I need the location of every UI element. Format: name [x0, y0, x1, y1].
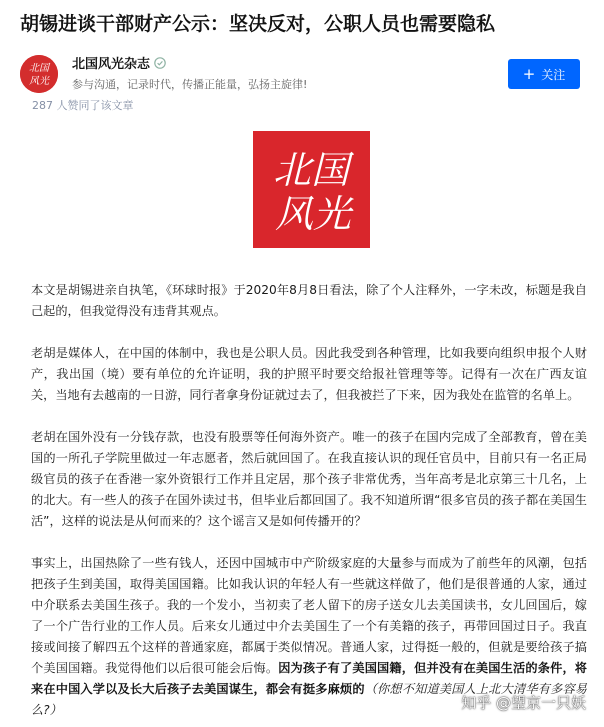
paragraph: 老胡是媒体人，在中国的体制中，我也是公职人员。因此我受到各种管理，比如我要向组织申报个人财产，我出国（境）要有单位的允许证明，我的护照平时要交给报社管理等等。记得有一次在广西友谊关，当地有去越南的一日游，同行者拿身份证就过去了，但我被拦了下来，因为我处在监管的名单上。 [31, 346, 587, 402]
follow-label: 关注 [541, 67, 566, 82]
author-info [20, 55, 586, 99]
article-title: 胡锡进谈干部财产公示：坚决反对，公职人员也需要隐私 [20, 13, 496, 35]
author-description: 参与沟通，记录时代，传播正能量，弘扬主旋律! [72, 78, 308, 91]
paragraph: 老胡在国外没有一分钱存款，也没有股票等任何海外资产。唯一的孩子在国内完成了全部教育，曾在美国的一所孔子学院里做过一年志愿者，然后就回国了。在我直接认识的现任官员中，目前只有一名正局级官员的孩子在香港一家外资银行工作并且定居，那个孩子非常优秀，当年高考是北京第三十几名，上的北大。有一些人的孩子在国外读过书，但毕业后都回国了。我不知道所谓“很多官员的孩子都在美国生活”，这样的说法是从何而来的？这个谣言又是如何传播开的？ [31, 430, 587, 528]
bold-text: 因为孩子有了美国国籍，但并没有在美国生活的条件，将来在中国入学以及长大后孩子去美国谋生，都会有挺多麻烦的 [31, 661, 587, 696]
author-name[interactable]: 北国风光杂志 [72, 56, 166, 74]
likes-count: 287 人赞同了该文章 [32, 99, 134, 112]
follow-button[interactable] [508, 59, 580, 89]
author-avatar[interactable] [20, 55, 58, 93]
logo-line2: 风光 [274, 192, 352, 236]
logo-line1: 北国 [272, 148, 350, 192]
plus-icon: + [522, 64, 536, 83]
avatar-logo-icon [20, 55, 58, 93]
article-body [31, 280, 587, 727]
italic-text: （你想不知道美国人上北大清华有多容易么?） [31, 682, 587, 717]
svg-text:北国: 北国 [29, 63, 49, 74]
verified-badge-icon [154, 57, 166, 69]
svg-text:风光: 风光 [29, 76, 49, 87]
paragraph: 事实上，出国热除了一些有钱人，还因中国城市中产阶级家庭的大量参与而成为了前些年的风潮，包括把孩子生到美国，取得美国国籍。比如我认识的年轻人有一些就这样做了，他们是很普通的人家，通过中介联系去美国生孩子。我的一个发小，当初卖了老人留下的房子送女儿去美国读书，女儿回国后，嫁了一个广告行业的工作人员。后来女儿通过中介去美国生了一个有美籍的孩子，再带回国过日子。我直接或间接了解四五个这样的普通家庭，都属于类似情况。普通人家，过得挺一般的，但就是要给孩子搞个美国国籍。我觉得他们以后很可能会后悔。因为孩子有了美国国籍，但并没有在美国生活的条件，将来在中国入学以及长大后孩子去美国谋生，都会有挺多麻烦的（你想不知道美国人上北大清华有多容易么?） [31, 556, 587, 717]
paragraph: 本文是胡锡进亲自执笔，《环球时报》于2020年8月8日看法，除了个人注释外，一字未改，标题是我自己起的，但我觉得没有违背其观点。 [31, 283, 587, 318]
zhihu-watermark: 知乎 @望京一只妖 [461, 694, 586, 712]
article-logo-image [253, 131, 370, 248]
calligraphy-logo-icon [253, 131, 370, 248]
